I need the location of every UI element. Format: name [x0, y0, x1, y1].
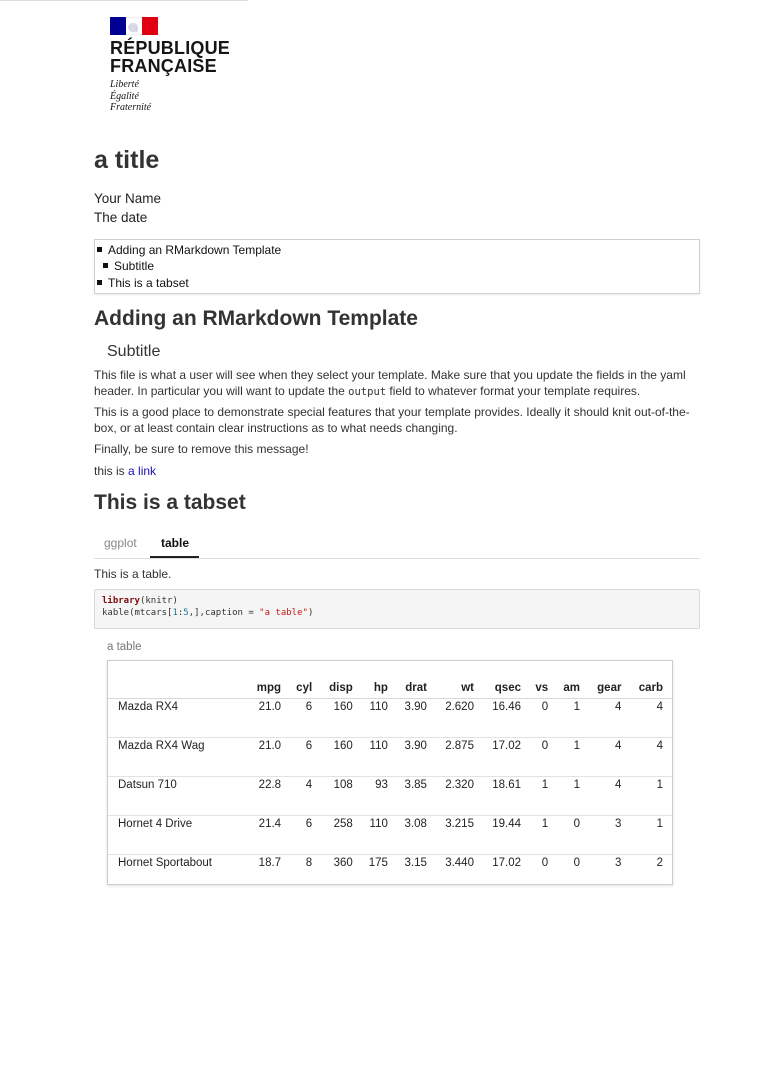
table-cell: 6	[290, 699, 321, 738]
table-cell: 1	[530, 816, 557, 855]
table-cell: 1	[557, 738, 589, 777]
table-cell: 4	[630, 699, 672, 738]
table-of-contents	[94, 239, 700, 294]
paragraph-link: this is a link	[94, 464, 157, 478]
table-row	[108, 816, 672, 855]
table-cell: 21.0	[249, 738, 290, 777]
table-row	[108, 855, 672, 894]
table-intro: This is a table.	[94, 567, 172, 581]
table-cell: 6	[290, 816, 321, 855]
data-table-container	[107, 660, 673, 885]
table-cell: 1	[630, 777, 672, 816]
tabset	[94, 530, 700, 559]
table-cell: 3.440	[445, 857, 474, 869]
table-cell: 3.90	[397, 699, 436, 738]
table-cell: 110	[362, 738, 397, 777]
table-cell: 175	[368, 857, 388, 869]
table-cell: 6	[290, 738, 321, 777]
top-divider	[0, 0, 248, 1]
date: The date	[94, 210, 148, 225]
table-cell: 0	[557, 816, 589, 855]
table-cell: 2.875	[436, 738, 483, 777]
column-header: gear	[589, 678, 630, 699]
data-table	[108, 678, 672, 893]
column-header: disp	[321, 678, 362, 699]
table-cell: 108	[321, 777, 362, 816]
table-cell: 21.4	[249, 816, 290, 855]
column-header: qsec	[483, 678, 530, 699]
table-cell: Mazda RX4 Wag	[108, 738, 249, 777]
column-header: carb	[630, 678, 672, 699]
inline-code: output	[348, 386, 387, 398]
paragraph-features: This is a good place to demonstrate special features that your template provides. Ideally it should knit out-of-the-box, or at least contain clear instructions as to what needs changing.	[94, 405, 690, 435]
table-cell: 3.15	[404, 857, 427, 869]
table-cell: 93	[362, 777, 397, 816]
table-cell: 21.0	[249, 699, 290, 738]
table-cell: 2.620	[436, 699, 483, 738]
table-row	[108, 777, 672, 816]
table-cell: 0	[573, 857, 581, 869]
table-cell: 4	[290, 777, 321, 816]
table-cell: 160	[321, 699, 362, 738]
table-cell: 17.02	[483, 738, 530, 777]
column-header: wt	[436, 678, 483, 699]
toc-item-tabset[interactable]: This is a tabset	[97, 276, 189, 290]
table-cell: 3.90	[397, 738, 436, 777]
column-header: vs	[530, 678, 557, 699]
paragraph-intro: This file is what a user will see when they select your template. Make sure that you update the fields in the yaml header. In particular you will want to update the output field to whatever format your template requires.	[94, 368, 686, 398]
bullet-icon	[97, 247, 102, 252]
table-cell: 1	[630, 816, 672, 855]
table-cell: 22.8	[249, 777, 290, 816]
table-cell: 1	[530, 777, 557, 816]
table-cell: Mazda RX4	[108, 699, 249, 738]
table-cell: Hornet Sportabout	[118, 857, 212, 869]
table-cell: 3.85	[397, 777, 436, 816]
table-cell: 3.215	[436, 816, 483, 855]
section-heading-template: Adding an RMarkdown Template	[94, 307, 418, 330]
table-cell: 0	[530, 699, 557, 738]
table-cell: Hornet 4 Drive	[108, 816, 249, 855]
tab-ggplot[interactable]: ggplot	[104, 536, 137, 550]
table-cell: 1	[557, 777, 589, 816]
table-row	[108, 738, 672, 777]
bullet-icon	[97, 280, 102, 285]
table-cell: 258	[321, 816, 362, 855]
section-subheading: Subtitle	[107, 343, 161, 360]
table-cell: 1	[557, 699, 589, 738]
code-block	[94, 589, 700, 629]
code-line-1: library(knitr)	[102, 596, 178, 606]
table-cell: 4	[589, 738, 630, 777]
column-header: am	[557, 678, 589, 699]
table-cell: 3	[589, 816, 630, 855]
table-cell: 18.61	[483, 777, 530, 816]
table-cell: 2	[656, 857, 663, 869]
bullet-icon	[103, 263, 108, 268]
tab-table[interactable]: table	[161, 536, 190, 550]
active-tab-indicator	[150, 556, 199, 558]
column-header: mpg	[249, 678, 290, 699]
column-header: hp	[362, 678, 397, 699]
table-row	[108, 699, 672, 738]
table-cell: 360	[333, 857, 353, 869]
logo-motto: Liberté Égalité Fraternité	[110, 79, 152, 113]
example-link[interactable]: a link	[128, 464, 157, 478]
table-cell: 4	[589, 699, 630, 738]
column-header: drat	[397, 678, 436, 699]
republique-francaise-logo	[110, 17, 240, 114]
table-caption: a table	[107, 641, 142, 653]
table-cell: 160	[321, 738, 362, 777]
toc-item-adding-template[interactable]: Adding an RMarkdown Template	[97, 243, 281, 257]
table-cell: 110	[362, 816, 397, 855]
author: Your Name	[94, 191, 162, 206]
table-cell: 4	[589, 777, 630, 816]
column-header: cyl	[290, 678, 321, 699]
column-header	[108, 678, 249, 699]
table-cell: 0	[541, 857, 549, 869]
table-cell: 8	[305, 857, 313, 869]
table-cell: 3.08	[397, 816, 436, 855]
table-cell: Datsun 710	[108, 777, 249, 816]
table-cell: 3	[615, 857, 622, 869]
table-cell: 16.46	[483, 699, 530, 738]
logo-title: RÉPUBLIQUE FRANÇAISE	[110, 38, 231, 76]
code-line-2: kable(mtcars[1:5,],caption = "a table")	[102, 608, 314, 618]
toc-item-subtitle[interactable]: Subtitle	[103, 259, 154, 273]
table-cell: 19.44	[483, 816, 530, 855]
table-cell: 0	[530, 738, 557, 777]
table-cell: 18.7	[258, 857, 282, 869]
table-cell: 4	[630, 738, 672, 777]
table-cell: 2.320	[436, 777, 483, 816]
table-cell: 17.02	[492, 857, 521, 869]
page-title: a title	[94, 146, 160, 174]
section-heading-tabset: This is a tabset	[94, 491, 246, 514]
paragraph-remove: Finally, be sure to remove this message!	[94, 442, 309, 456]
french-flag-icon	[110, 17, 158, 35]
table-header-row	[108, 678, 672, 699]
table-cell: 110	[362, 699, 397, 738]
